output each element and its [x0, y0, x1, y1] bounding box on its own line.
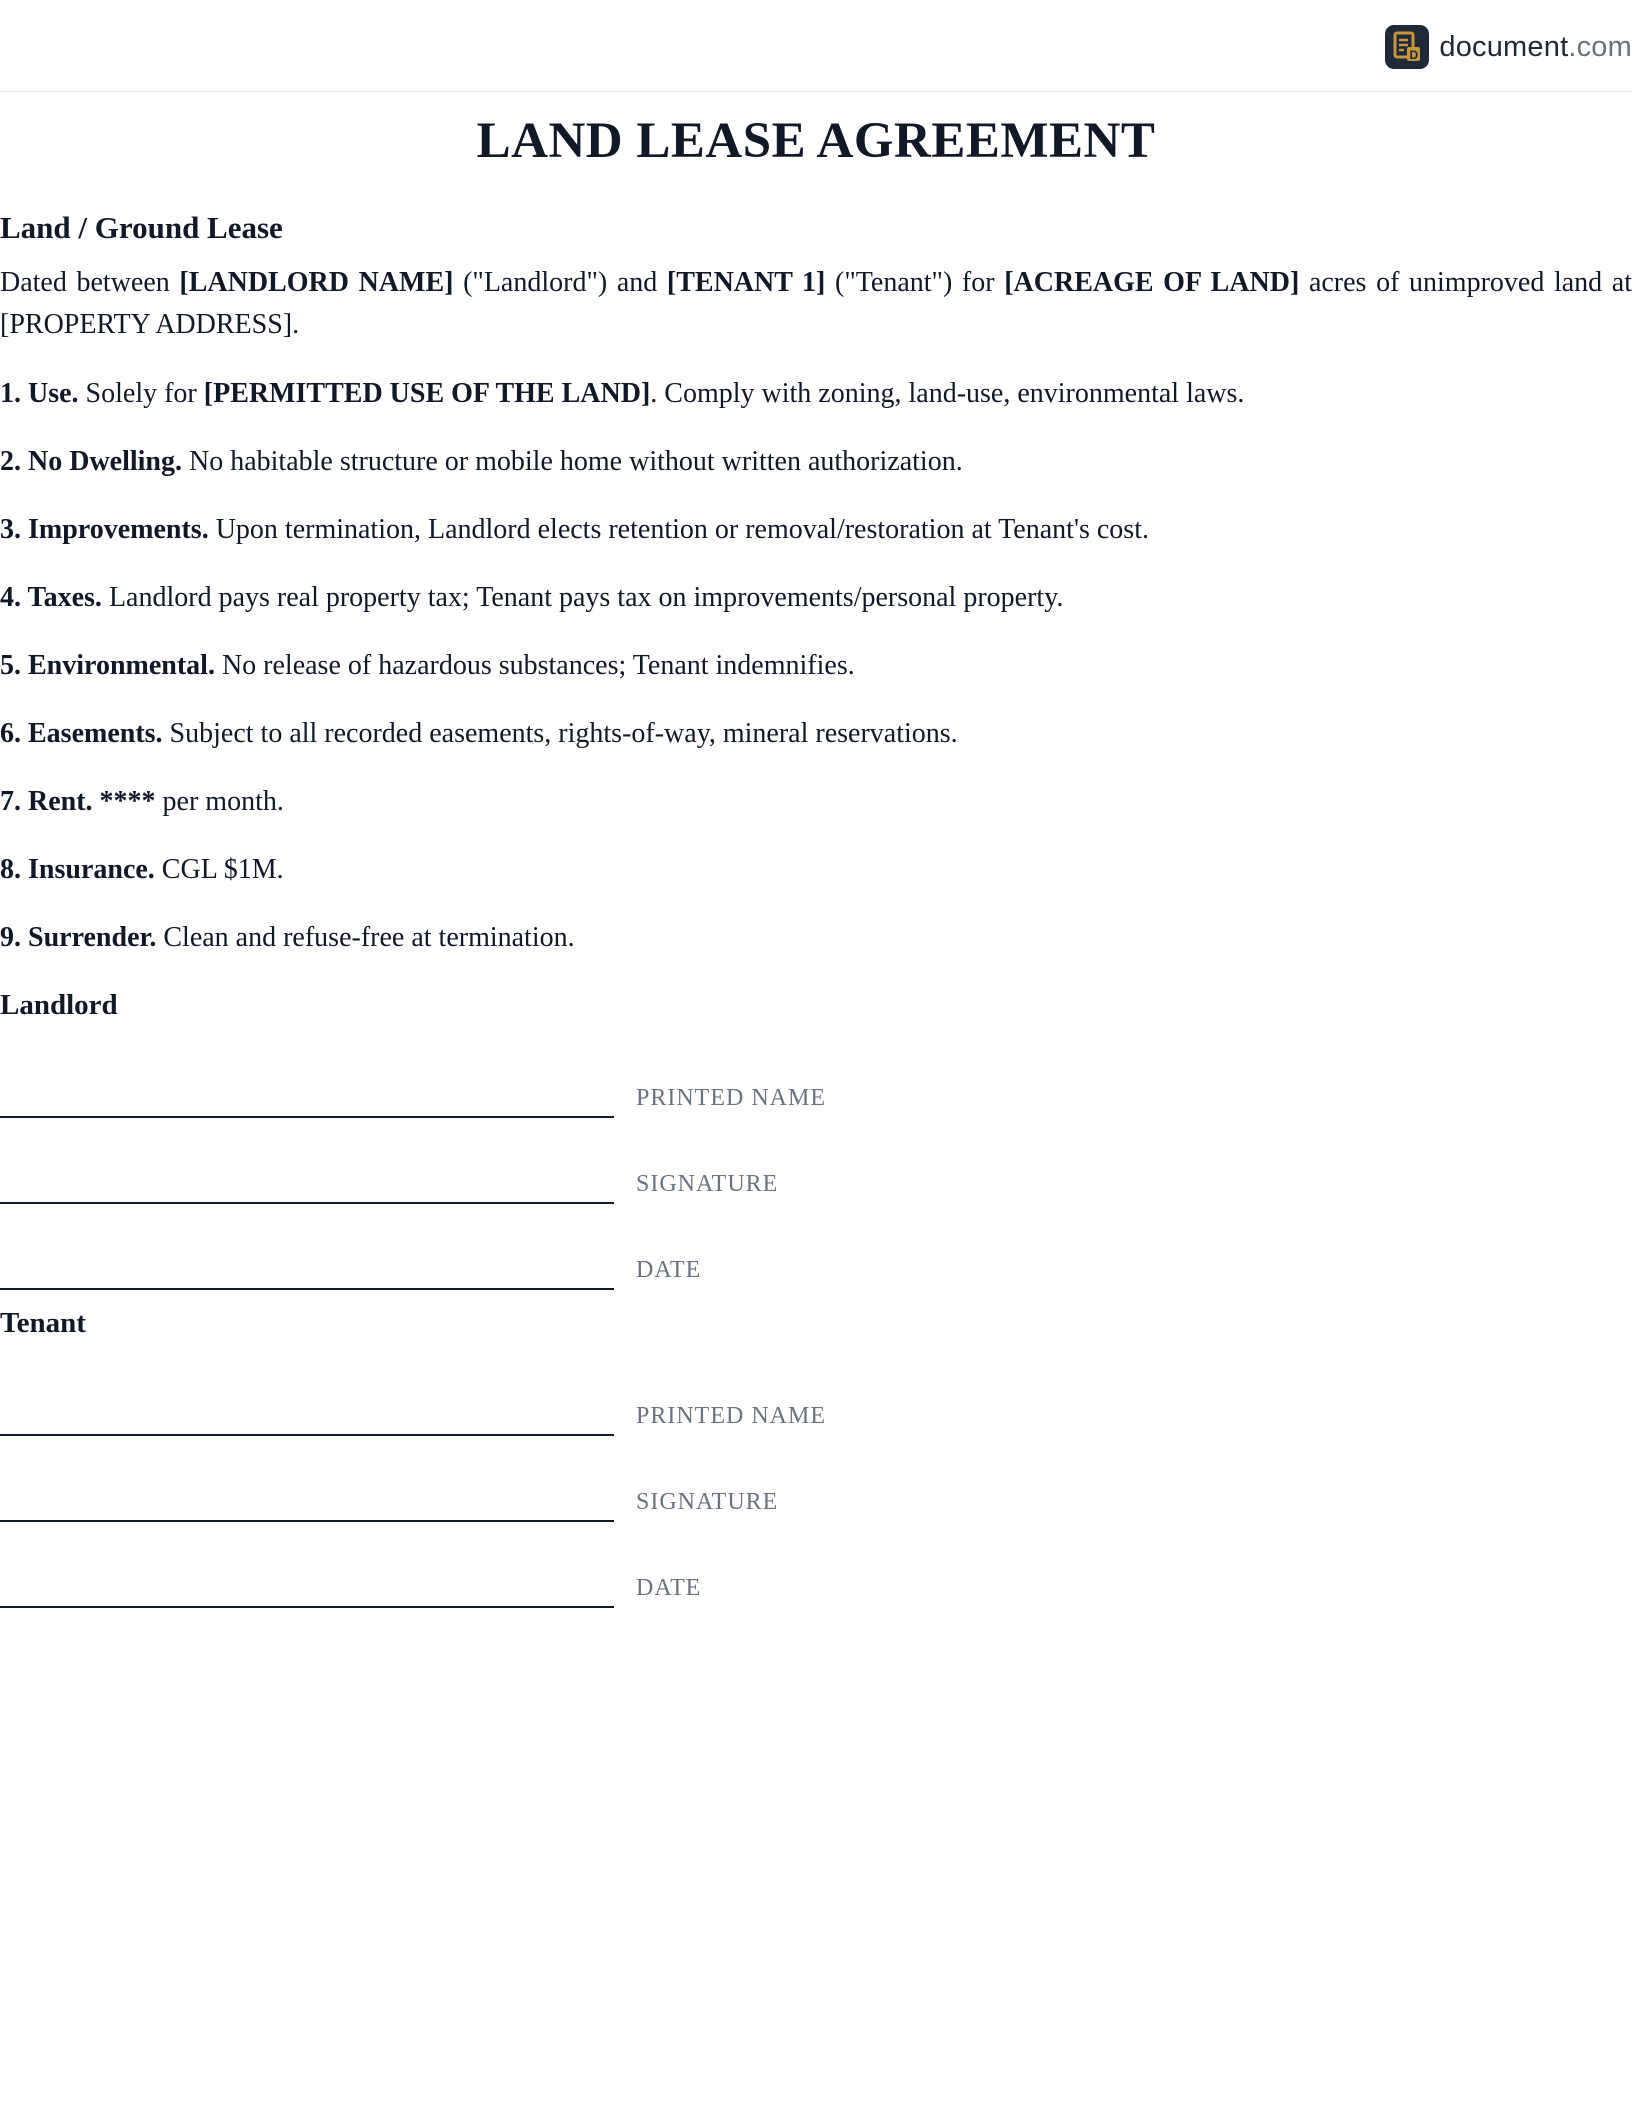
acreage-placeholder: [ACREAGE OF LAND]	[1004, 267, 1300, 298]
intro-text: acres of unimproved land at [PROPERTY ADDRESS].	[0, 267, 1632, 340]
clause-text: Subject to all recorded easements, rights-of-way, mineral reservations.	[162, 718, 958, 749]
clause-rent	[0, 782, 1632, 822]
document-title: LAND LEASE AGREEMENT	[476, 113, 1156, 169]
permitted-use-placeholder: [PERMITTED USE OF THE LAND]	[203, 378, 651, 409]
clause-taxes	[0, 578, 1632, 618]
clause-surrender	[0, 918, 1632, 958]
landlord-signature-block	[0, 1024, 1632, 1290]
landlord-placeholder: [LANDLORD NAME]	[179, 267, 454, 298]
tenant-printed-name-row	[0, 1342, 1632, 1436]
clause-text: Landlord pays real property tax; Tenant pays tax on improvements/personal property.	[101, 582, 1064, 613]
landlord-heading: Landlord	[0, 989, 118, 1021]
clause-heading: 9. Surrender.	[0, 922, 157, 953]
printed-name-label: PRINTED NAME	[636, 1403, 826, 1429]
clause-improvements	[0, 510, 1632, 550]
clause-no-dwelling	[0, 442, 1632, 482]
clause-heading: 2. No Dwelling.	[0, 446, 182, 477]
date-field[interactable]	[0, 1288, 614, 1290]
clause-heading: 3. Improvements.	[0, 514, 209, 545]
clause-text: Upon termination, Landlord elects retention or removal/restoration at Tenant's cost.	[208, 514, 1149, 545]
landlord-signature-row	[0, 1118, 1632, 1204]
clause-text: Clean and refuse-free at termination.	[156, 922, 575, 953]
rent-placeholder: ****	[92, 786, 156, 817]
printed-name-label: PRINTED NAME	[636, 1085, 826, 1111]
clause-environmental	[0, 646, 1632, 686]
top-bar	[0, 0, 1632, 92]
brand-wordmark	[1439, 31, 1632, 64]
signature-label: SIGNATURE	[636, 1489, 779, 1515]
clause-heading: 8. Insurance.	[0, 854, 155, 885]
date-field[interactable]	[0, 1606, 614, 1608]
document-body	[0, 92, 1632, 1608]
clause-heading: 5. Environmental.	[0, 650, 215, 681]
tenant-heading: Tenant	[0, 1307, 86, 1339]
date-label: DATE	[636, 1575, 702, 1601]
tenant-date-row	[0, 1522, 1632, 1608]
clause-text: . Comply with zoning, land-use, environmental laws.	[650, 378, 1245, 409]
intro-text: ("Tenant") for	[825, 267, 1005, 298]
intro-paragraph	[0, 262, 1632, 346]
clause-insurance	[0, 850, 1632, 890]
clause-heading: 6. Easements.	[0, 718, 163, 749]
tenant-signature-block	[0, 1342, 1632, 1608]
svg-text:D: D	[1409, 48, 1419, 62]
landlord-date-row	[0, 1204, 1632, 1290]
intro-text: Dated between	[0, 267, 180, 298]
brand-tld: .com	[1568, 30, 1632, 63]
clause-heading: 4. Taxes.	[0, 582, 102, 613]
clause-text: No release of hazardous substances; Tenant indemnifies.	[214, 650, 855, 681]
clause-text: CGL $1M.	[154, 854, 284, 885]
date-label: DATE	[636, 1257, 702, 1283]
clause-easements	[0, 714, 1632, 754]
clause-text: per month.	[155, 786, 284, 817]
clause-text: No habitable structure or mobile home without written authorization.	[182, 446, 963, 477]
tenant-signature-row	[0, 1436, 1632, 1522]
brand[interactable]	[1385, 25, 1632, 69]
landlord-printed-name-row	[0, 1024, 1632, 1118]
brand-name: document	[1439, 30, 1569, 63]
document-logo-icon	[1385, 25, 1429, 69]
clause-use	[0, 374, 1632, 414]
clause-heading: 7. Rent.	[0, 786, 93, 817]
document-subtitle: Land / Ground Lease	[0, 210, 283, 245]
clause-heading: 1. Use.	[0, 378, 79, 409]
signature-label: SIGNATURE	[636, 1171, 779, 1197]
tenant-placeholder: [TENANT 1]	[666, 267, 826, 298]
clause-text: Solely for	[78, 378, 204, 409]
intro-text: ("Landlord") and	[453, 267, 667, 298]
